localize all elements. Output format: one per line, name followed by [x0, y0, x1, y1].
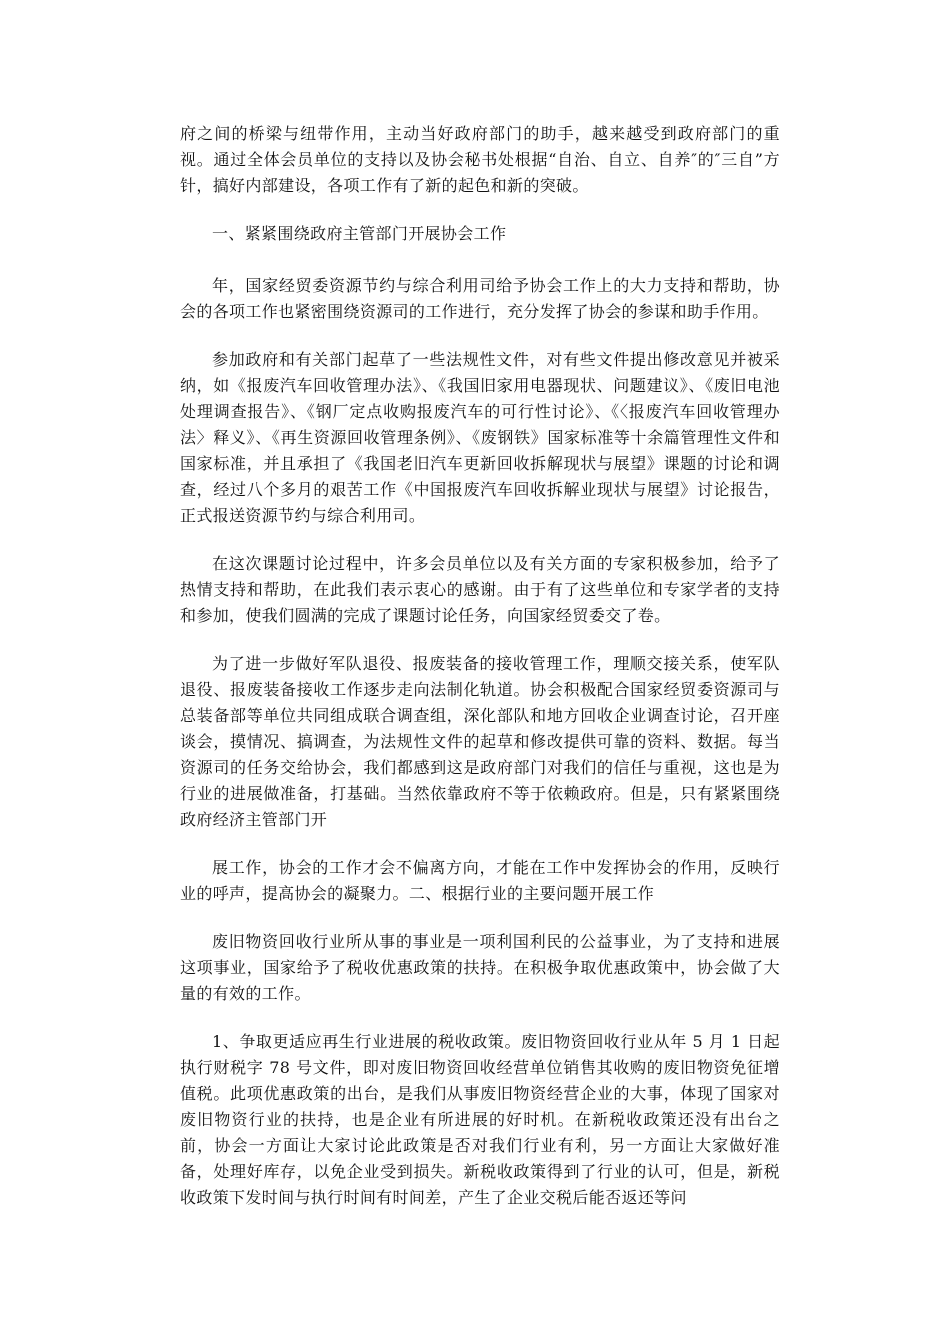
document-page — [180, 121, 780, 1233]
paragraph-body: 参加政府和有关部门起草了一些法规性文件，对有些文件提出修改意见并被采纳，如《报废汽车回收管理办法》、《我国旧家用电器现状、问题建议》、《废旧电池处理调查报告》、《钢厂定点收购报废汽车的可行性讨论》、《〈报废汽车回收管理办法〉释义》、《再生资源回收管理条例》、《废钢铁》国家标准等十余篇管理性文件和国家标准，并且承担了《我国老旧汽车更新回收拆解现状与展望》课题的讨论和调查，经过八个多月的艰苦工作《中国报废汽车回收拆解业现状与展望》讨论报告，正式报送资源节约与综合利用司。 — [180, 350, 780, 525]
paragraph-body: 展工作，协会的工作才会不偏离方向，才能在工作中发挥协会的作用，反映行业的呼声，提高协会的凝聚力。二、根据行业的主要问题开展工作 — [180, 858, 780, 903]
paragraph-body: 在这次课题讨论过程中，许多会员单位以及有关方面的专家积极参加，给予了热情支持和帮助，在此我们表示衷心的感谢。由于有了这些单位和专家学者的支持和参加，使我们圆满的完成了课题讨论任务，向国家经贸委交了卷。 — [180, 554, 780, 625]
paragraph-body: 1、争取更适应再生行业进展的税收政策。废旧物资回收行业从年 5 月 1 日起执行财税字 78 号文件，即对废旧物资回收经营单位销售其收购的废旧物资免征增值税。此项优惠政策的出台，是我们从事废旧物资经营企业的大事，体现了国家对废旧物资行业的扶持，也是企业有所进展的好时机。在新税收政策还没有出台之前，协会一方面让大家讨论此政策是否对我们行业有利，另一方面让大家做好准备，处理好库存，以免企业受到损失。新税收政策得到了行业的认可，但是，新税收政策下发时间与执行时间有时间差，产生了企业交税后能否返还等问 — [180, 1032, 780, 1207]
paragraph-body: 年，国家经贸委资源节约与综合利用司给予协会工作上的大力支持和帮助，协会的各项工作也紧密围绕资源司的工作进行，充分发挥了协会的参谋和助手作用。 — [180, 276, 780, 321]
paragraph-continuation: 府之间的桥梁与纽带作用，主动当好政府部门的助手，越来越受到政府部门的重视。通过全体会员单位的支持以及协会秘书处根据“自治、自立、自养″的″三自”方针，搞好内部建设，各项工作有了新的起色和新的突破。 — [180, 124, 780, 195]
paragraph-body: 废旧物资回收行业所从事的事业是一项利国利民的公益事业，为了支持和进展这项事业，国家给予了税收优惠政策的扶持。在积极争取优惠政策中，协会做了大量的有效的工作。 — [180, 932, 780, 1003]
paragraph-body: 为了进一步做好军队退役、报废装备的接收管理工作，理顺交接关系，使军队退役、报废装备接收工作逐步走向法制化轨道。协会积极配合国家经贸委资源司与总装备部等单位共同组成联合调查组，深化部队和地方回收企业调查讨论，召开座谈会，摸情况、搞调查，为法规性文件的起草和修改提供可靠的资料、数据。每当资源司的任务交给协会，我们都感到这是政府部门对我们的信任与重视，这也是为行业的进展做准备，打基础。当然依靠政府不等于依赖政府。但是，只有紧紧围绕政府经济主管部门开 — [180, 654, 780, 829]
section-heading-1: 一、紧紧围绕政府主管部门开展协会工作 — [212, 224, 507, 243]
